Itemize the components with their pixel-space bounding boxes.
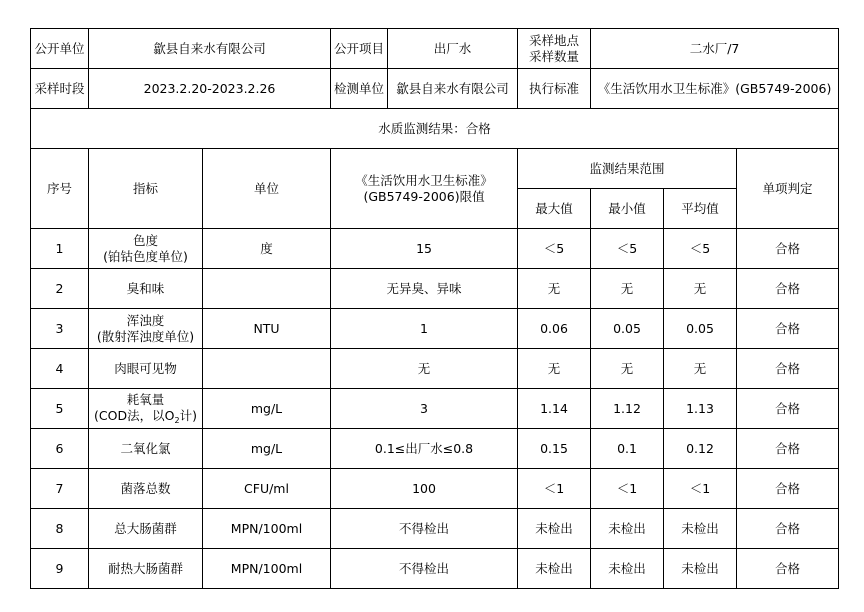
row-unit: MPN/100ml [203, 509, 331, 549]
row-indicator-note: (铂钴色度单位) [103, 248, 188, 264]
row-seq: 9 [31, 549, 89, 589]
row-max: 1.14 [518, 389, 591, 429]
testing-unit-value: 歙县自来水有限公司 [388, 69, 518, 109]
row-max: 未检出 [518, 549, 591, 589]
row-indicator [89, 389, 203, 429]
row-limit: 不得检出 [331, 549, 518, 589]
row-indicator-note-subscript: 2 [174, 415, 180, 425]
row-avg: 无 [664, 269, 737, 309]
row-avg: 1.13 [664, 389, 737, 429]
row-min: 0.1 [591, 429, 664, 469]
col-header-limit-line1: 《生活饮用水卫生标准》 [355, 172, 493, 188]
col-header-limit [331, 149, 518, 229]
disclosure-unit-label: 公开单位 [31, 29, 89, 69]
row-indicator [89, 309, 203, 349]
table-row [31, 509, 839, 549]
row-seq: 6 [31, 429, 89, 469]
sampling-period-label: 采样时段 [31, 69, 89, 109]
row-max: 无 [518, 269, 591, 309]
row-seq: 3 [31, 309, 89, 349]
row-avg: 无 [664, 349, 737, 389]
row-min: ＜5 [591, 229, 664, 269]
testing-unit-label: 检测单位 [331, 69, 388, 109]
row-avg: 0.05 [664, 309, 737, 349]
row-limit: 15 [331, 229, 518, 269]
row-indicator: 臭和味 [89, 269, 203, 309]
row-limit: 100 [331, 469, 518, 509]
col-header-max: 最大值 [518, 189, 591, 229]
row-max: ＜1 [518, 469, 591, 509]
col-header-seq: 序号 [31, 149, 89, 229]
row-indicator-name: 耗氧量 [126, 391, 165, 407]
row-unit: mg/L [203, 389, 331, 429]
row-indicator: 肉眼可见物 [89, 349, 203, 389]
row-indicator-note-post: 计) [179, 407, 197, 423]
row-judgement: 合格 [737, 549, 839, 589]
row-seq: 5 [31, 389, 89, 429]
standard-value: 《生活饮用水卫生标准》(GB5749-2006) [591, 69, 839, 109]
row-judgement: 合格 [737, 469, 839, 509]
row-seq: 8 [31, 509, 89, 549]
water-quality-report-table [30, 28, 839, 589]
table-row [31, 469, 839, 509]
row-unit: 度 [203, 229, 331, 269]
header-row-1 [31, 29, 839, 69]
row-seq: 2 [31, 269, 89, 309]
row-max: 无 [518, 349, 591, 389]
row-indicator: 二氧化氯 [89, 429, 203, 469]
column-header-row-1 [31, 149, 839, 189]
row-indicator: 耐热大肠菌群 [89, 549, 203, 589]
col-header-judgement: 单项判定 [737, 149, 839, 229]
row-limit: 0.1≤出厂水≤0.8 [331, 429, 518, 469]
row-indicator: 总大肠菌群 [89, 509, 203, 549]
sampling-value: 二水厂/7 [591, 29, 839, 69]
col-header-limit-line2: (GB5749-2006)限值 [363, 188, 485, 204]
row-min: 1.12 [591, 389, 664, 429]
row-avg: 0.12 [664, 429, 737, 469]
table-row [31, 229, 839, 269]
standard-label: 执行标准 [518, 69, 591, 109]
col-header-min: 最小值 [591, 189, 664, 229]
row-limit: 无 [331, 349, 518, 389]
row-unit: NTU [203, 309, 331, 349]
row-unit [203, 349, 331, 389]
row-unit: MPN/100ml [203, 549, 331, 589]
row-judgement: 合格 [737, 309, 839, 349]
col-header-unit: 单位 [203, 149, 331, 229]
col-header-avg: 平均值 [664, 189, 737, 229]
row-min: 无 [591, 269, 664, 309]
table-row [31, 309, 839, 349]
row-avg: 未检出 [664, 549, 737, 589]
row-max: 未检出 [518, 509, 591, 549]
row-limit: 无异臭、异味 [331, 269, 518, 309]
row-seq: 1 [31, 229, 89, 269]
row-indicator-note [91, 408, 200, 426]
header-row-2 [31, 69, 839, 109]
sampling-period-value: 2023.2.20-2023.2.26 [89, 69, 331, 109]
row-max: 0.06 [518, 309, 591, 349]
table-row [31, 269, 839, 309]
disclosure-item-value: 出厂水 [388, 29, 518, 69]
col-header-indicator: 指标 [89, 149, 203, 229]
row-seq: 7 [31, 469, 89, 509]
result-summary: 水质监测结果：合格 [31, 109, 839, 149]
row-indicator-name: 色度 [132, 232, 158, 248]
row-limit: 不得检出 [331, 509, 518, 549]
row-limit: 1 [331, 309, 518, 349]
row-max: 0.15 [518, 429, 591, 469]
sampling-label [518, 29, 591, 69]
result-summary-row [31, 109, 839, 149]
row-judgement: 合格 [737, 229, 839, 269]
table-row [31, 389, 839, 429]
row-avg: ＜1 [664, 469, 737, 509]
row-min: 未检出 [591, 509, 664, 549]
disclosure-item-label: 公开项目 [331, 29, 388, 69]
row-indicator [89, 229, 203, 269]
row-seq: 4 [31, 349, 89, 389]
row-unit [203, 269, 331, 309]
sampling-quantity-label: 采样数量 [529, 48, 580, 64]
row-judgement: 合格 [737, 389, 839, 429]
sampling-location-label: 采样地点 [529, 32, 580, 48]
row-indicator-name: 浑浊度 [126, 312, 165, 328]
table-row [31, 349, 839, 389]
row-avg: ＜5 [664, 229, 737, 269]
row-unit: mg/L [203, 429, 331, 469]
row-indicator-note-pre: (COD法，以O [94, 407, 175, 423]
row-min: 未检出 [591, 549, 664, 589]
row-judgement: 合格 [737, 349, 839, 389]
row-judgement: 合格 [737, 509, 839, 549]
disclosure-unit-value: 歙县自来水有限公司 [89, 29, 331, 69]
row-min: 无 [591, 349, 664, 389]
row-unit: CFU/ml [203, 469, 331, 509]
table-row [31, 429, 839, 469]
row-indicator: 菌落总数 [89, 469, 203, 509]
row-judgement: 合格 [737, 429, 839, 469]
col-header-range: 监测结果范围 [518, 149, 737, 189]
row-judgement: 合格 [737, 269, 839, 309]
row-min: 0.05 [591, 309, 664, 349]
row-limit: 3 [331, 389, 518, 429]
row-max: ＜5 [518, 229, 591, 269]
row-avg: 未检出 [664, 509, 737, 549]
row-min: ＜1 [591, 469, 664, 509]
table-row [31, 549, 839, 589]
row-indicator-note: (散射浑浊度单位) [96, 328, 195, 344]
